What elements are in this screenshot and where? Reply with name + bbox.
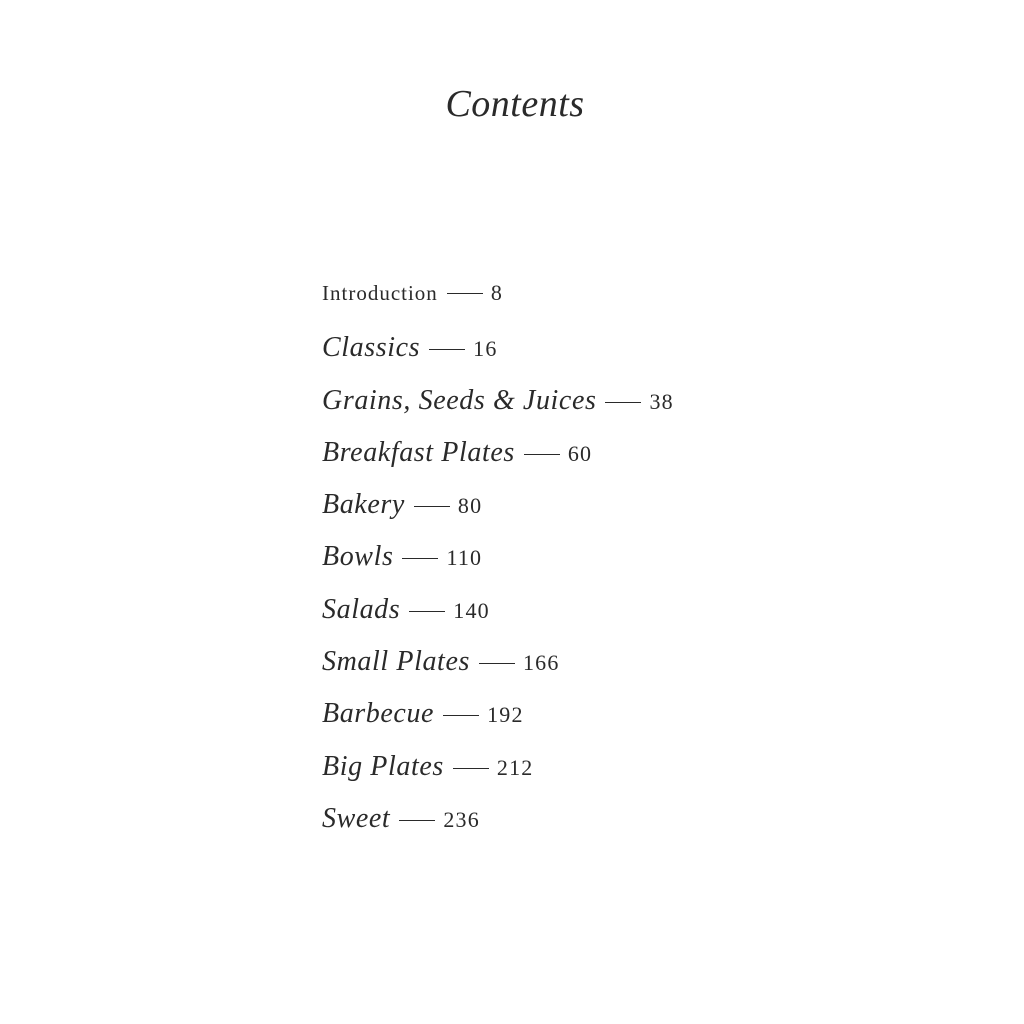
toc-entry-title: Introduction — [322, 281, 438, 305]
dash-separator — [447, 293, 483, 294]
toc-entry-page: 16 — [473, 336, 498, 362]
toc-entry-title: Big Plates — [322, 750, 444, 782]
toc-entry-title: Sweet — [322, 802, 391, 834]
dash-separator — [409, 611, 445, 612]
toc-entry[interactable] — [322, 437, 674, 489]
toc-entry-title: Barbecue — [322, 698, 435, 730]
toc-entry-title: Bakery — [322, 489, 405, 521]
toc-entry-page: 110 — [446, 545, 483, 571]
toc-entry-page: 80 — [457, 493, 483, 519]
toc-entry[interactable] — [322, 541, 674, 593]
toc-entry-title: Grains, Seeds & Juices — [322, 384, 597, 416]
toc-entry-title: Small Plates — [322, 646, 470, 678]
dash-separator — [479, 663, 515, 664]
dash-separator — [453, 768, 489, 769]
toc-entry-page: 140 — [453, 597, 490, 623]
toc-entry-page: 8 — [490, 280, 504, 305]
dash-separator — [399, 820, 435, 821]
toc-entry-page: 166 — [522, 650, 560, 676]
table-of-contents — [322, 280, 674, 855]
page-title: Contents — [445, 83, 585, 125]
toc-entry[interactable] — [322, 594, 674, 646]
toc-entry-page: 60 — [567, 440, 593, 466]
toc-entry[interactable] — [322, 489, 674, 541]
toc-entry-page: 192 — [487, 702, 524, 728]
toc-entry[interactable] — [322, 280, 674, 332]
toc-entry[interactable] — [322, 803, 674, 855]
toc-entry-title: Bowls — [322, 541, 394, 573]
dash-separator — [605, 402, 641, 403]
toc-entry-page: 236 — [443, 806, 480, 832]
toc-entry[interactable] — [322, 698, 674, 750]
toc-entry-title: Classics — [322, 332, 421, 364]
toc-entry-page: 212 — [496, 754, 534, 780]
toc-entry[interactable] — [322, 751, 674, 803]
dash-separator — [429, 349, 465, 350]
toc-entry[interactable] — [322, 646, 674, 698]
toc-entry-title: Salads — [322, 593, 401, 625]
toc-entry-title: Breakfast Plates — [322, 436, 515, 468]
dash-separator — [524, 454, 560, 455]
toc-entry[interactable] — [322, 385, 674, 437]
dash-separator — [414, 506, 450, 507]
toc-entry[interactable] — [322, 332, 674, 384]
dash-separator — [443, 715, 479, 716]
dash-separator — [402, 558, 438, 559]
toc-entry-page: 38 — [649, 388, 674, 414]
